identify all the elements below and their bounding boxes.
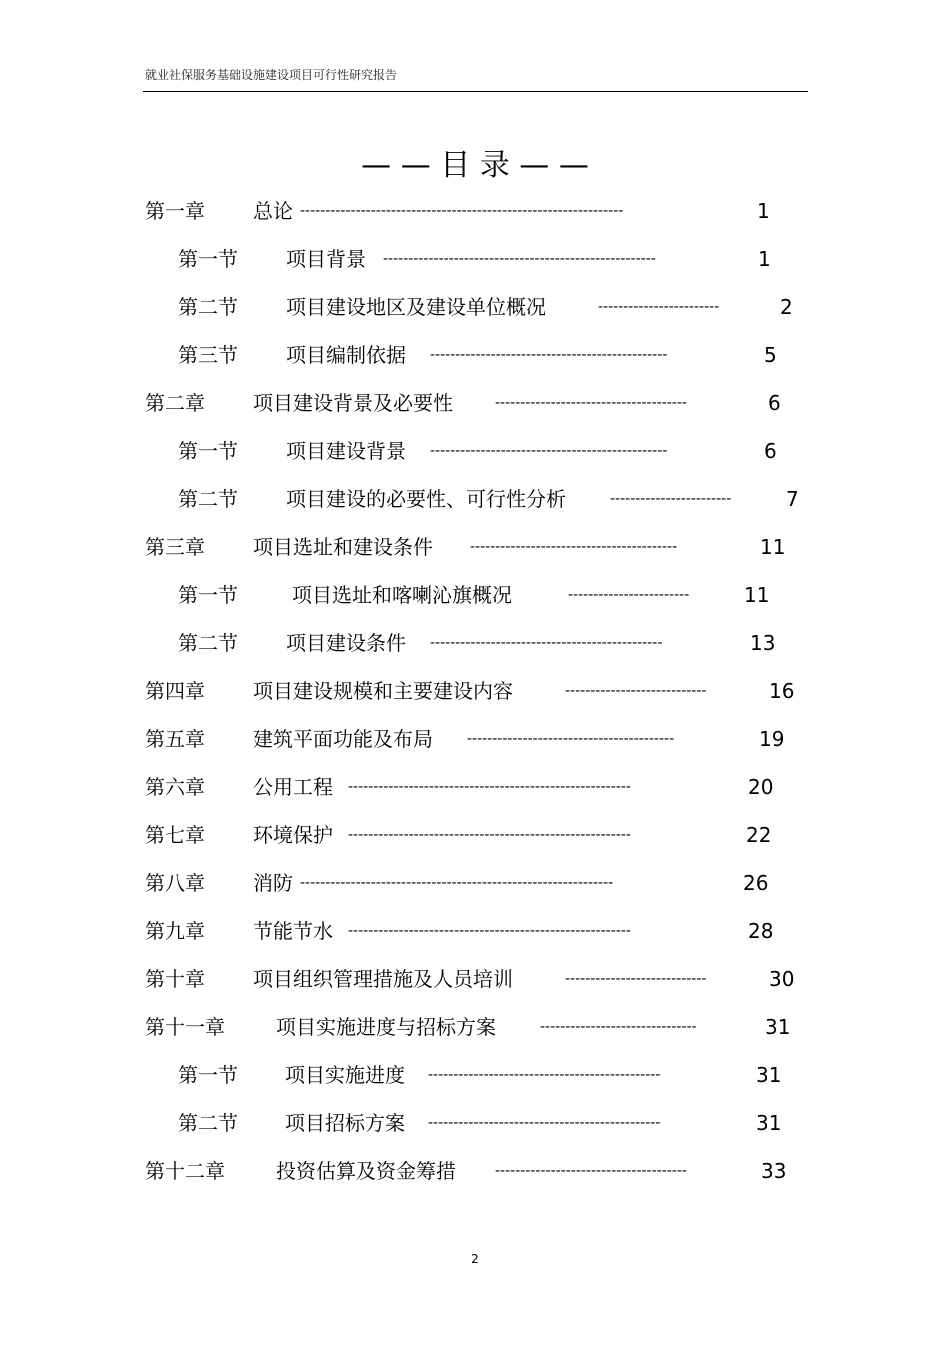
toc-entry-title: 公用工程 [253,775,333,799]
toc-entry-label: 第十章 [145,967,205,991]
toc-entry-page: 1 [757,199,770,223]
toc-entry-title: 项目建设背景 [286,439,406,463]
toc-entry-page: 13 [750,631,776,655]
toc-entry-label: 第八章 [145,871,205,895]
toc-entry-title: 节能节水 [253,919,333,943]
toc-leader-dots: ------------------------ [610,491,732,507]
toc-entry[interactable] [145,678,795,704]
toc-entry-label: 第四章 [145,679,205,703]
toc-entry-title: 项目选址和喀喇沁旗概况 [292,583,512,607]
toc-entry-title: 项目建设地区及建设单位概况 [286,295,546,319]
toc-entry-label: 第二章 [145,391,205,415]
toc-entry-page: 31 [756,1111,782,1135]
toc-entry-label: 第三节 [178,343,238,367]
toc-entry-label: 第三章 [145,535,205,559]
toc-entry-title: 项目建设规模和主要建设内容 [253,679,513,703]
toc-entry-title: 项目组织管理措施及人员培训 [253,967,513,991]
toc-entry[interactable] [178,582,778,608]
toc-entry-label: 第一节 [178,1063,238,1087]
toc-entry-label: 第十二章 [145,1159,225,1183]
toc-entry-label: 第五章 [145,727,205,751]
toc-entry-page: 16 [769,679,795,703]
toc-entry-title: 项目建设背景及必要性 [253,391,453,415]
toc-entry-page: 11 [760,535,786,559]
toc-entry[interactable] [145,1158,795,1184]
toc-entry[interactable] [145,1014,795,1040]
toc-leader-dots: -------------------------------------- [495,1163,687,1179]
toc-entry-label: 第九章 [145,919,205,943]
toc-entry[interactable] [145,534,795,560]
toc-leader-dots: ----------------------------------------------- [430,443,668,459]
toc-entry-title: 项目编制依据 [286,343,406,367]
toc-entry-label: 第二节 [178,631,238,655]
running-header: 就业社保服务基础设施建设项目可行性研究报告 [145,68,398,82]
toc-leader-dots: ---------------------------------------------------------------- [300,203,624,219]
toc-entry-label: 第七章 [145,823,205,847]
toc-entry[interactable] [145,870,785,896]
toc-entry-label: 第一章 [145,199,205,223]
toc-entry-page: 31 [765,1015,791,1039]
toc-leader-dots: ---------------------------------------------- [428,1115,661,1131]
toc-entry-title: 环境保护 [253,823,333,847]
toc-entry[interactable] [145,726,795,752]
toc-leader-dots: -------------------------------------- [495,395,687,411]
toc-entry[interactable] [145,774,785,800]
toc-entry-title: 消防 [253,871,293,895]
toc-entry-title: 项目背景 [286,247,366,271]
toc-leader-dots: ----------------------------------------------- [430,347,668,363]
toc-entry-title: 投资估算及资金筹措 [276,1159,456,1183]
toc-entry[interactable] [178,630,788,656]
toc-entry-page: 6 [764,439,777,463]
toc-entry[interactable] [178,1110,788,1136]
toc-leader-dots: -------------------------------------------------------- [348,779,631,795]
toc-leader-dots: ------------------------ [598,299,720,315]
toc-leader-dots: ---------------------------- [565,683,707,699]
toc-entry[interactable] [178,294,798,320]
toc-entry-page: 28 [748,919,774,943]
toc-leader-dots: ---------------------------------------------- [428,1067,661,1083]
toc-leader-dots: -------------------------------------------------------------- [300,875,614,891]
toc-entry-label: 第一节 [178,583,238,607]
toc-entry-title: 总论 [253,199,293,223]
toc-entry-page: 33 [761,1159,787,1183]
toc-entry-title: 项目实施进度 [285,1063,405,1087]
toc-entry-page: 22 [746,823,772,847]
toc-entry-page: 11 [744,583,770,607]
header-rule [143,91,808,92]
page-number: 2 [471,1252,479,1266]
toc-entry-label: 第二节 [178,487,238,511]
toc-entry-title: 项目建设的必要性、可行性分析 [286,487,566,511]
toc-entry[interactable] [178,246,778,272]
toc-entry-label: 第一节 [178,439,238,463]
toc-leader-dots: ------------------------------------------------------ [383,251,656,267]
toc-entry-page: 2 [780,295,793,319]
toc-entry-title: 项目招标方案 [285,1111,405,1135]
toc-entry-label: 第二节 [178,1111,238,1135]
toc-leader-dots: ---------------------------------------------- [430,635,663,651]
toc-entry-title: 项目实施进度与招标方案 [276,1015,496,1039]
toc-leader-dots: ------------------------ [568,587,690,603]
toc-entry-label: 第十一章 [145,1015,225,1039]
toc-entry[interactable] [178,486,803,512]
toc-entry-page: 7 [786,487,799,511]
toc-entry[interactable] [178,1062,788,1088]
toc-entry-page: 6 [768,391,781,415]
toc-entry-page: 19 [759,727,785,751]
toc-entry-label: 第六章 [145,775,205,799]
toc-title: — — 目 录 — — [361,148,589,183]
toc-leader-dots: ----------------------------------------- [470,539,678,555]
toc-entry-title: 建筑平面功能及布局 [253,727,433,751]
toc-entry[interactable] [178,438,788,464]
toc-entry[interactable] [178,342,788,368]
toc-leader-dots: -------------------------------------------------------- [348,827,631,843]
toc-entry-page: 5 [764,343,777,367]
toc-entry-title: 项目选址和建设条件 [253,535,433,559]
toc-entry[interactable] [145,918,785,944]
toc-entry-page: 1 [758,247,771,271]
toc-leader-dots: ------------------------------- [540,1019,697,1035]
toc-entry[interactable] [145,966,795,992]
toc-leader-dots: -------------------------------------------------------- [348,923,631,939]
toc-entry-page: 20 [748,775,774,799]
toc-entry[interactable] [145,390,795,416]
toc-entry-label: 第二节 [178,295,238,319]
toc-entry-page: 30 [769,967,795,991]
toc-entry[interactable] [145,822,785,848]
toc-entry[interactable] [145,198,785,224]
toc-entry-label: 第一节 [178,247,238,271]
toc-entry-page: 31 [756,1063,782,1087]
toc-leader-dots: ---------------------------- [565,971,707,987]
toc-entry-page: 26 [743,871,769,895]
toc-leader-dots: ----------------------------------------- [467,731,675,747]
toc-entry-title: 项目建设条件 [286,631,406,655]
